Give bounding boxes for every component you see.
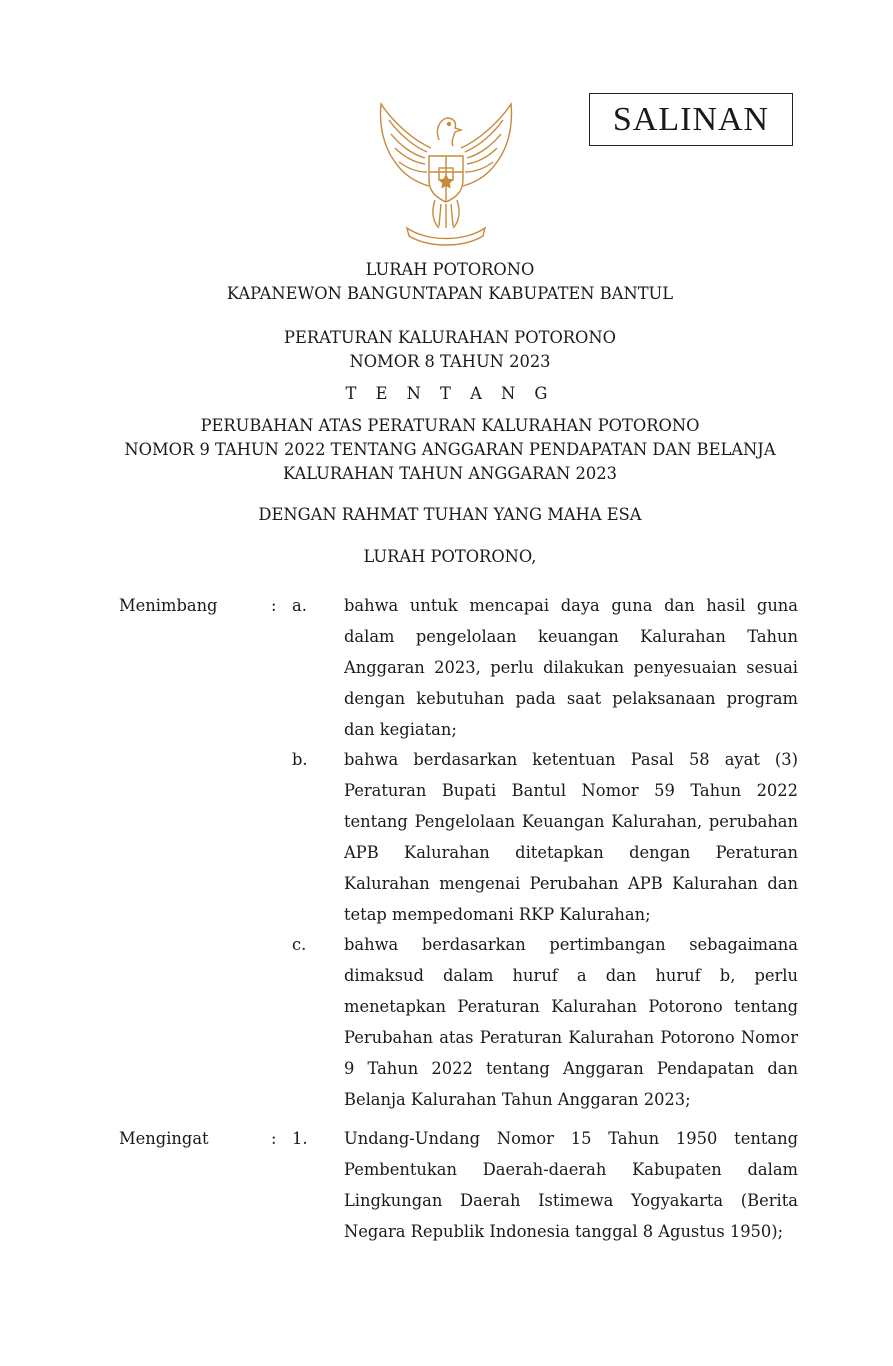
subject-line-3: KALURAHAN TAHUN ANGGARAN 2023: [282, 464, 617, 483]
menimbang-item-mark: b.: [292, 750, 308, 769]
menimbang-label: Menimbang: [119, 596, 218, 615]
mengingat-label: Mengingat: [119, 1129, 209, 1148]
subject-line-2: NOMOR 9 TAHUN 2022 TENTANG ANGGARAN PENDAPATAN DAN BELANJA: [124, 440, 776, 459]
regulation-number: NOMOR 8 TAHUN 2023: [349, 352, 551, 371]
menimbang-item-text: bahwa berdasarkan pertimbangan sebagaimana dimaksud dalam huruf a dan huruf b, perlu menetapkan Peraturan Kalurahan Potorono tentang Perubahan atas Peraturan Kalurahan Potorono Nomor 9 Tahun 2022 tentang Anggaran Pendapatan dan Belanja Kalurahan Tahun Anggaran 2023;: [344, 935, 798, 1109]
menimbang-colon: :: [271, 596, 277, 615]
about-heading: T E N T A N G: [345, 384, 555, 403]
menimbang-item-text: bahwa berdasarkan ketentuan Pasal 58 ayat (3) Peraturan Bupati Bantul Nomor 59 Tahun 2022 tentang Pengelolaan Keuangan Kalurahan, perubahan APB Kalurahan ditetapkan dengan Peraturan Kalurahan mengenai Perubahan APB Kalurahan dan tetap mempedomani RKP Kalurahan;: [344, 750, 798, 924]
salinan-stamp: SALINAN: [589, 93, 793, 146]
mengingat-item-mark: 1.: [292, 1129, 308, 1148]
subject-line-1: PERUBAHAN ATAS PERATURAN KALURAHAN POTORONO: [200, 416, 700, 435]
issuer-region: KAPANEWON BANGUNTAPAN KABUPATEN BANTUL: [226, 284, 674, 303]
invocation: DENGAN RAHMAT TUHAN YANG MAHA ESA: [258, 505, 642, 524]
menimbang-item-text: bahwa untuk mencapai daya guna dan hasil guna dalam pengelolaan keuangan Kalurahan Tahun Anggaran 2023, perlu dilakukan penyesuaian sesuai dengan kebutuhan pada saat pelaksanaan program dan kegiatan;: [344, 596, 798, 739]
menimbang-item-mark: a.: [292, 596, 307, 615]
menimbang-item-mark: c.: [292, 935, 307, 954]
issuer-signature-heading: LURAH POTORONO,: [363, 547, 537, 566]
issuer-title: LURAH POTORONO: [365, 260, 535, 279]
mengingat-item-text: Undang-Undang Nomor 15 Tahun 1950 tentang Pembentukan Daerah-daerah Kabupaten dalam Lingkungan Daerah Istimewa Yogyakarta (Berita Negara Republik Indonesia tanggal 8 Agustus 1950);: [344, 1129, 798, 1241]
mengingat-colon: :: [271, 1129, 277, 1148]
garuda-pancasila-emblem-icon: [373, 100, 519, 250]
regulation-title: PERATURAN KALURAHAN POTORONO: [284, 328, 616, 347]
